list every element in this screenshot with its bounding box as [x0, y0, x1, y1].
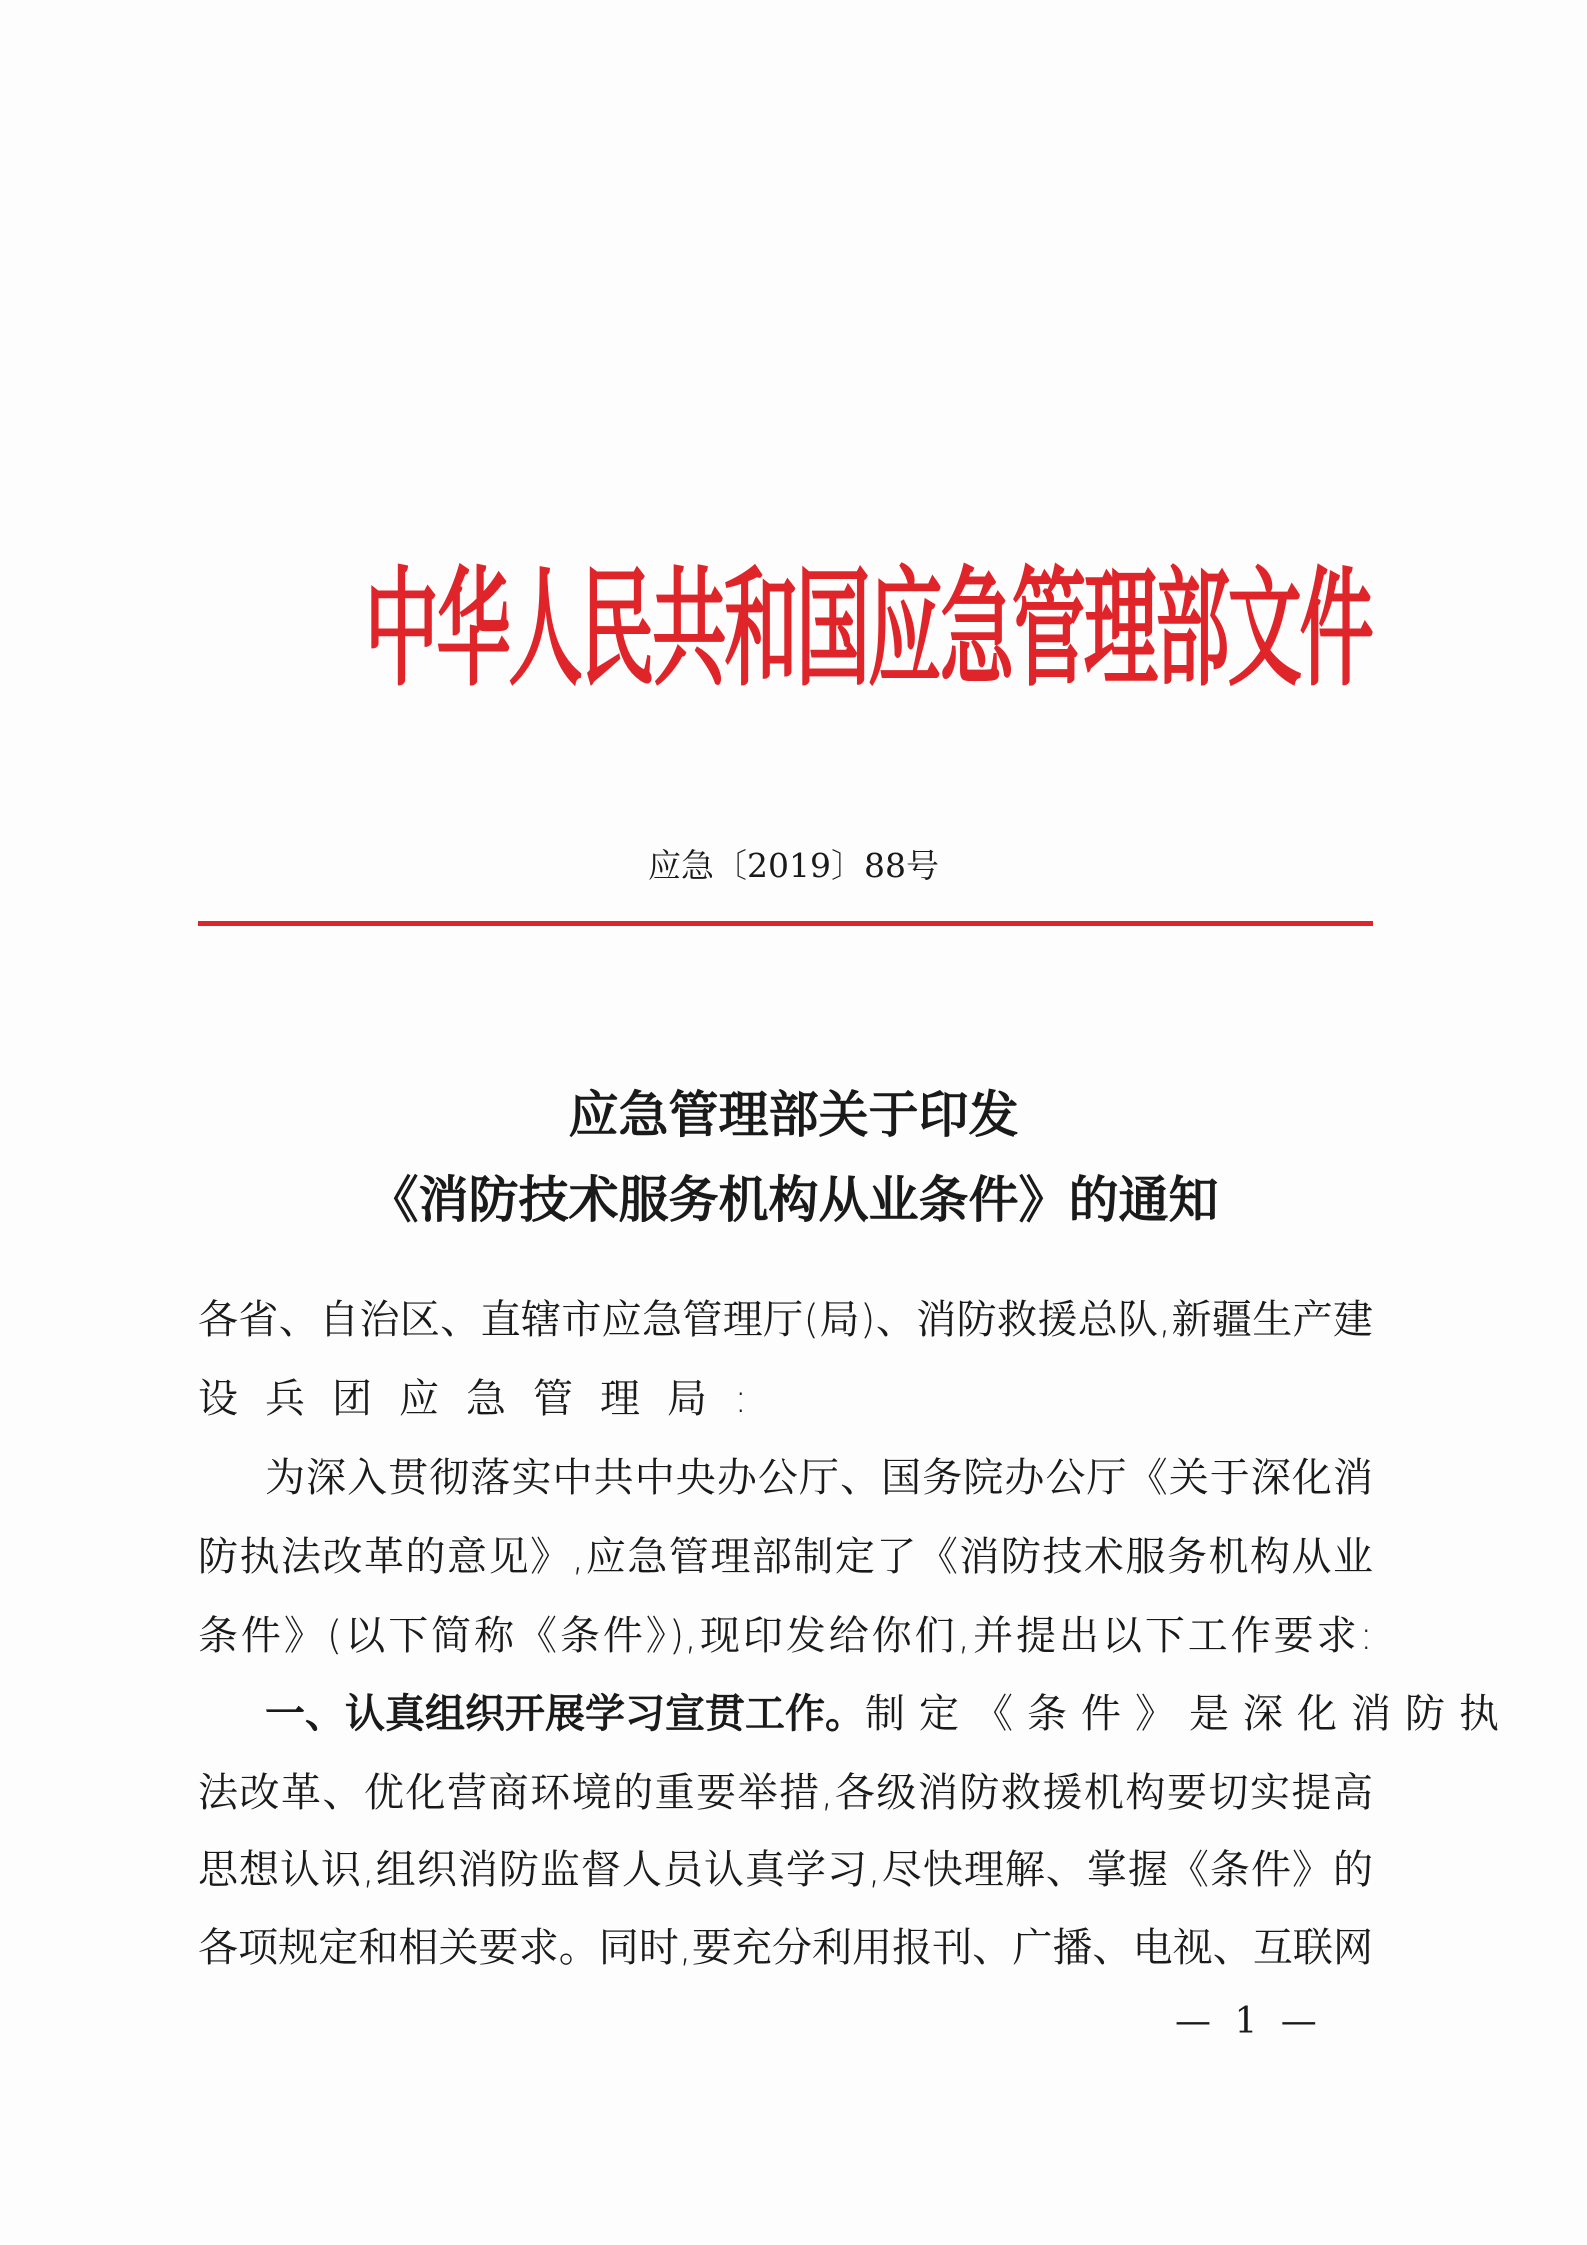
notice-title-line2: 《消防技术服务机构从业条件》的通知 [368, 1170, 1219, 1229]
issuer-title: 中华人民共和国应急管理部文件 [364, 555, 1372, 704]
red-divider [198, 921, 1373, 926]
notice-title-line1: 应急管理部关于印发 [568, 1085, 1019, 1144]
body-line: 条件》(以下简称《条件》),现印发给你们,并提出以下工作要求: [198, 1613, 1373, 1659]
section1-heading: 一、认真组织开展学习宣贯工作。 [265, 1691, 865, 1737]
body-line: 各项规定和相关要求。同时,要充分利用报刊、广播、电视、互联网 [198, 1925, 1373, 1971]
section1-first-line [265, 1684, 1513, 1744]
document-number: 应急〔2019〕88号 [648, 846, 939, 885]
body-line: 思想认识,组织消防监督人员认真学习,尽快理解、掌握《条件》的 [198, 1847, 1373, 1893]
body-line: 设兵团应急管理局: [198, 1376, 775, 1422]
page-number: — 1 — [1175, 2001, 1323, 2042]
body-line: 法改革、优化营商环境的重要举措,各级消防救援机构要切实提高 [198, 1770, 1373, 1816]
issuer-red-header [0, 555, 1587, 705]
body-line: 为深入贯彻落实中共中央办公厅、国务院办公厅《关于深化消 [265, 1455, 1373, 1501]
body-line: 制定《条件》是深化消防执 [865, 1691, 1513, 1737]
body-line: 各省、自治区、直辖市应急管理厅(局)、消防救援总队,新疆生产建 [198, 1297, 1373, 1343]
body-line: 防执法改革的意见》,应急管理部制定了《消防技术服务机构从业 [198, 1534, 1373, 1580]
